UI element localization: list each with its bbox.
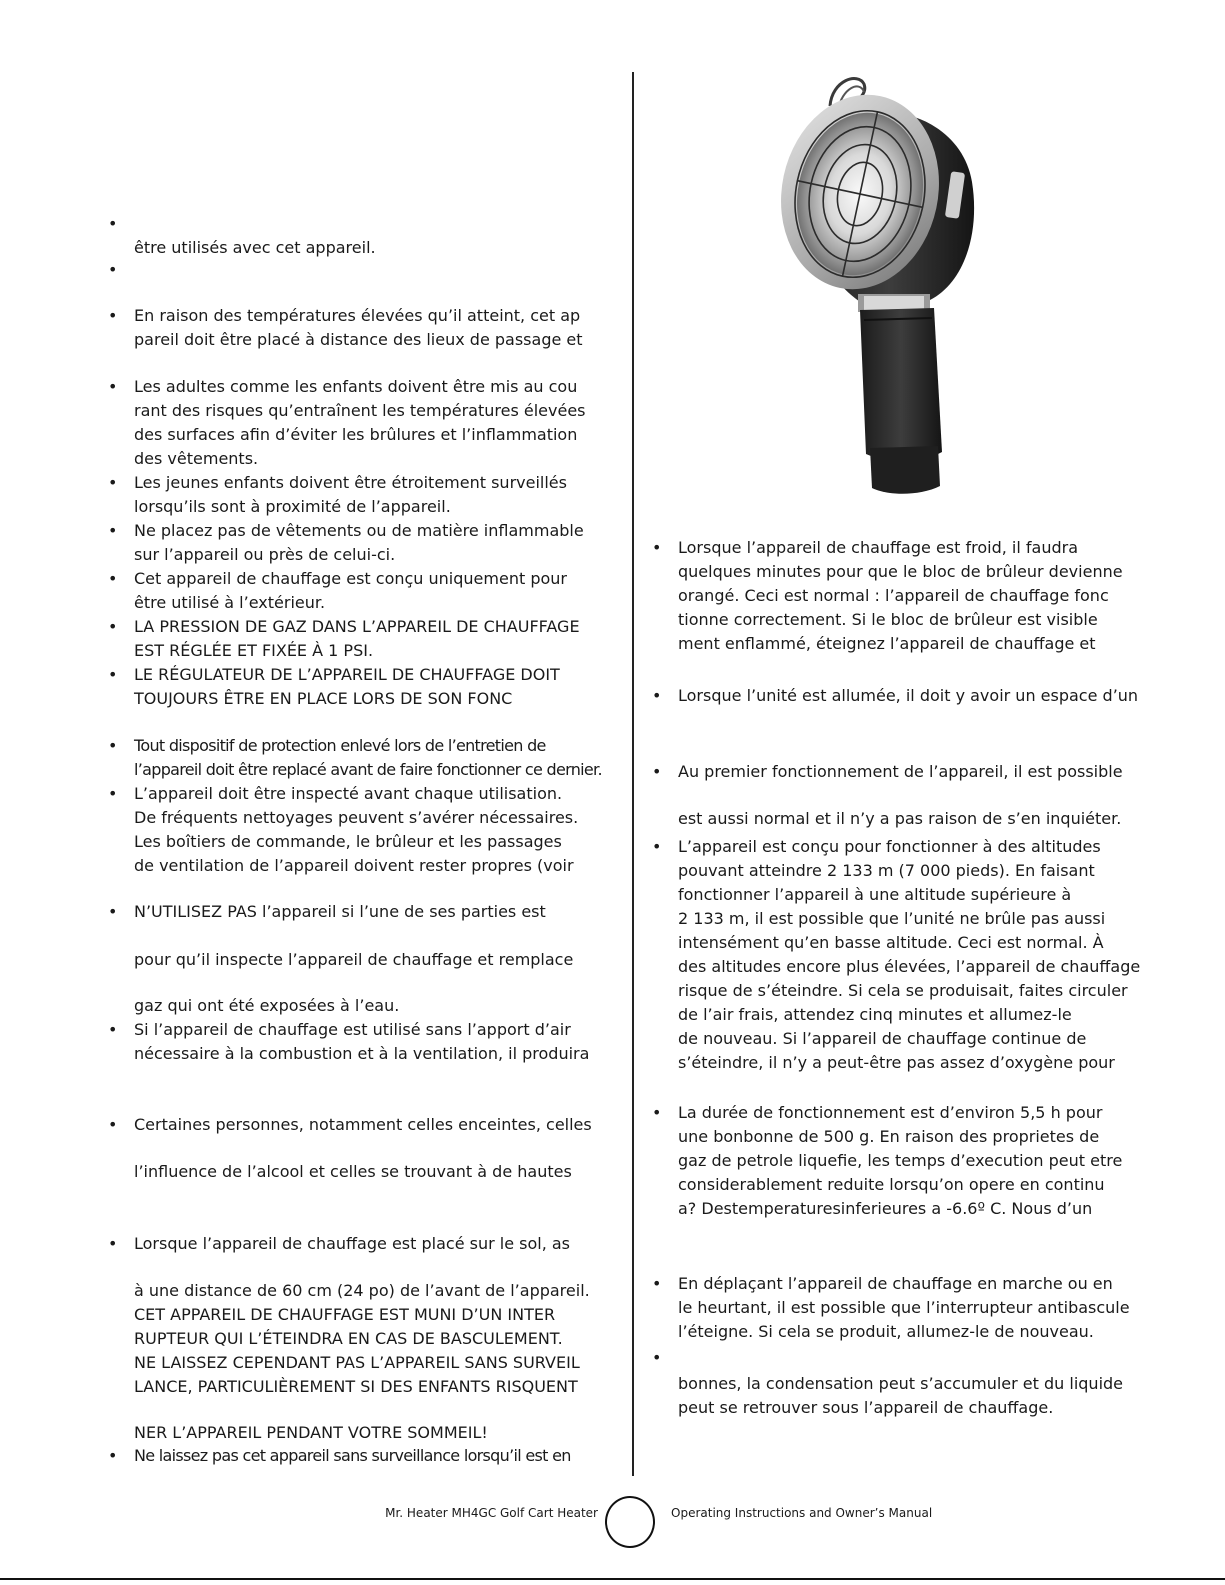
footer-manual-title: Operating Instructions and Owner’s Manual (671, 1506, 933, 1520)
list-item-text: quelques minutes pour que le bloc de brûleur devienne (678, 562, 1123, 581)
list-item-text: des altitudes encore plus élevées, l’appareil de chauffage (678, 957, 1141, 976)
list-item-text: Lorsque l’unité est allumée, il doit y avoir un espace d’un (678, 686, 1139, 705)
bullet-icon: • (108, 473, 118, 492)
list-item-text: ment enflammé, éteignez l’appareil de chauffage et (678, 634, 1096, 653)
list-item-text: NER L’APPAREIL PENDANT VOTRE SOMMEIL! (134, 1423, 488, 1442)
list-item-text: lorsqu’ils sont à proximité de l’appareil. (134, 497, 451, 516)
bullet-icon: • (108, 1446, 118, 1465)
bullet-icon: • (108, 1115, 118, 1134)
bullet-icon: • (108, 617, 118, 636)
bullet-icon: • (108, 521, 118, 540)
bullet-icon: • (108, 736, 118, 755)
bottom-rule (0, 1578, 1225, 1580)
list-item-text: LA PRESSION DE GAZ DANS L’APPAREIL DE CHAUFFAGE (134, 617, 580, 636)
bullet-icon: • (108, 784, 118, 803)
bullet-icon: • (652, 1274, 662, 1293)
list-item-text: LE RÉGULATEUR DE L’APPAREIL DE CHAUFFAGE DOIT (134, 665, 560, 684)
list-item-text: des surfaces afin d’éviter les brûlures et l’inflammation (134, 425, 578, 444)
list-item-text: une bonbonne de 500 g. En raison des proprietes de (678, 1127, 1100, 1146)
list-item-text: Cet appareil de chauffage est conçu uniquement pour (134, 569, 567, 588)
list-item-text: LANCE, PARTICULIÈREMENT SI DES ENFANTS RISQUENT (134, 1377, 578, 1396)
list-item-text: Lorsque l’appareil de chauffage est placé sur le sol, as (134, 1234, 571, 1253)
list-item-text: Les adultes comme les enfants doivent être mis au cou (134, 377, 578, 396)
list-item-text: peut se retrouver sous l’appareil de chauffage. (678, 1398, 1054, 1417)
list-item-text: orangé. Ceci est normal : l’appareil de chauffage fonc (678, 586, 1109, 605)
list-item-text: risque de s’éteindre. Si cela se produisait, faites circuler (678, 981, 1128, 1000)
list-item-text: a? Destemperaturesinferieures a -6.6º C. Nous d’un (678, 1199, 1093, 1218)
left-column (108, 0, 608, 1480)
list-item-text: bonnes, la condensation peut s’accumuler et du liquide (678, 1374, 1124, 1393)
list-item-text: à une distance de 60 cm (24 po) de l’avant de l’appareil. (134, 1281, 590, 1300)
bullet-icon: • (108, 569, 118, 588)
bullet-icon: • (108, 665, 118, 684)
bullet-icon: • (108, 214, 118, 233)
list-item-text: être utilisés avec cet appareil. (134, 238, 376, 257)
list-item-text: de l’air frais, attendez cinq minutes et allumez-le (678, 1005, 1072, 1024)
list-item-text: Les jeunes enfants doivent être étroitement surveillés (134, 473, 567, 492)
list-item-text: RUPTEUR QUI L’ÉTEINDRA EN CAS DE BASCULEMENT. (134, 1329, 563, 1348)
list-item-text: L’appareil est conçu pour fonctionner à des altitudes (678, 837, 1101, 856)
list-item-text: le heurtant, il est possible que l’interrupteur antibascule (678, 1298, 1130, 1317)
list-item-text: considerablement reduite lorsqu’on opere en continu (678, 1175, 1105, 1194)
list-item-text: La durée de fonctionnement est d’environ 5,5 h pour (678, 1103, 1103, 1122)
bullet-icon: • (108, 260, 118, 279)
list-item-text: pour qu’il inspecte l’appareil de chauffage et remplace (134, 950, 574, 969)
list-item-text: est aussi normal et il n’y a pas raison de s’en inquiéter. (678, 809, 1122, 828)
list-item-text: Tout dispositif de protection enlevé lors de l’entretien de (134, 736, 546, 755)
list-item-text: N’UTILISEZ PAS l’appareil si l’une de ses parties est (134, 902, 546, 921)
bullet-icon: • (108, 377, 118, 396)
page-number-circle (605, 1496, 655, 1548)
list-item-text: Au premier fonctionnement de l’appareil, il est possible (678, 762, 1123, 781)
list-item-text: L’appareil doit être inspecté avant chaque utilisation. (134, 784, 563, 803)
list-item-text: fonctionner l’appareil à une altitude supérieure à (678, 885, 1072, 904)
list-item-text: nécessaire à la combustion et à la ventilation, il produira (134, 1044, 590, 1063)
list-item-text: Ne laissez pas cet appareil sans surveillance lorsqu’il est en (134, 1446, 571, 1465)
list-item-text: Lorsque l’appareil de chauffage est froid, il faudra (678, 538, 1078, 557)
bullet-icon: • (652, 538, 662, 557)
list-item-text: rant des risques qu’entraînent les températures élevées (134, 401, 586, 420)
list-item-text: l’éteigne. Si cela se produit, allumez-le de nouveau. (678, 1322, 1094, 1341)
list-item-text: Les boîtiers de commande, le brûleur et les passages (134, 832, 562, 851)
list-item-text: de ventilation de l’appareil doivent rester propres (voir (134, 856, 574, 875)
right-column (652, 0, 1172, 1480)
bullet-icon: • (652, 1103, 662, 1122)
list-item-text: être utilisé à l’extérieur. (134, 593, 326, 612)
list-item-text: EST RÉGLÉE ET FIXÉE À 1 PSI. (134, 641, 374, 660)
bullet-icon: • (108, 1020, 118, 1039)
bullet-icon: • (108, 306, 118, 325)
bullet-icon: • (652, 762, 662, 781)
list-item-text: intensément qu’en basse altitude. Ceci est normal. À (678, 933, 1104, 952)
bullet-icon: • (652, 686, 662, 705)
list-item-text: De fréquents nettoyages peuvent s’avérer nécessaires. (134, 808, 579, 827)
list-item-text: 2 133 m, il est possible que l’unité ne brûle pas aussi (678, 909, 1106, 928)
bullet-icon: • (108, 1234, 118, 1253)
list-item-text: Ne placez pas de vêtements ou de matière inflammable (134, 521, 584, 540)
bullet-icon: • (108, 902, 118, 921)
bullet-icon: • (652, 837, 662, 856)
column-divider (632, 72, 634, 1476)
list-item-text: Certaines personnes, notamment celles enceintes, celles (134, 1115, 592, 1134)
list-item-text: En raison des températures élevées qu’il atteint, cet ap (134, 306, 581, 325)
list-item-text: gaz de petrole liquefie, les temps d’execution peut etre (678, 1151, 1123, 1170)
list-item-text: de nouveau. Si l’appareil de chauffage continue de (678, 1029, 1087, 1048)
list-item-text: En déplaçant l’appareil de chauffage en marche ou en (678, 1274, 1113, 1293)
list-item-text: TOUJOURS ÊTRE EN PLACE LORS DE SON FONC (134, 689, 513, 708)
list-item-text: l’appareil doit être replacé avant de faire fonctionner ce dernier. (134, 760, 602, 779)
list-item-text: sur l’appareil ou près de celui-ci. (134, 545, 396, 564)
list-item-text: gaz qui ont été exposées à l’eau. (134, 996, 400, 1015)
list-item-text: NE LAISSEZ CEPENDANT PAS L’APPAREIL SANS SURVEIL (134, 1353, 580, 1372)
list-item-text: s’éteindre, il n’y a peut-être pas assez d’oxygène pour (678, 1053, 1115, 1072)
bullet-icon: • (652, 1348, 662, 1367)
list-item-text: Si l’appareil de chauffage est utilisé sans l’apport d’air (134, 1020, 571, 1039)
list-item-text: CET APPAREIL DE CHAUFFAGE EST MUNI D’UN INTER (134, 1305, 556, 1324)
list-item-text: pareil doit être placé à distance des lieux de passage et (134, 330, 583, 349)
list-item-text: tionne correctement. Si le bloc de brûleur est visible (678, 610, 1098, 629)
list-item-text: des vêtements. (134, 449, 259, 468)
list-item-text: l’influence de l’alcool et celles se trouvant à de hautes (134, 1162, 572, 1181)
list-item-text: pouvant atteindre 2 133 m (7 000 pieds). En faisant (678, 861, 1095, 880)
footer-product-name: Mr. Heater MH4GC Golf Cart Heater (385, 1506, 598, 1520)
